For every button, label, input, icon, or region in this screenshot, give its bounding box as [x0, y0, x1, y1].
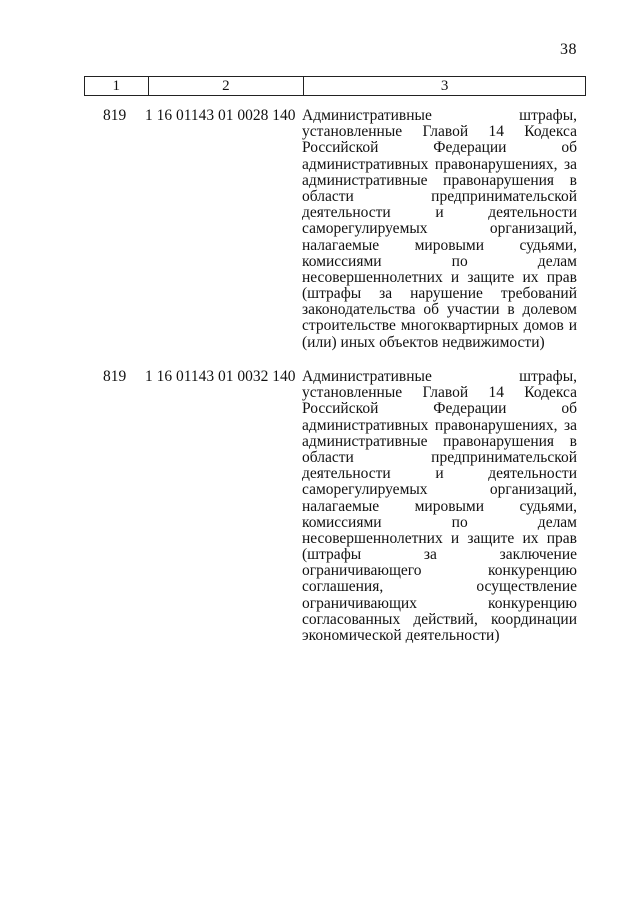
row-description — [302, 108, 577, 351]
description-line: комиссиями по делам — [302, 514, 577, 531]
description-line: несовершеннолетних и защите их прав — [302, 530, 577, 547]
description-line: административных правонарушениях, за — [302, 417, 577, 434]
column-header-table — [84, 76, 586, 96]
description-line: (штрафы за заключение — [302, 547, 577, 564]
column-header-row — [85, 77, 586, 96]
kbk-code: 1 16 01143 01 0028 140 — [145, 107, 296, 124]
description-line: (штрафы за нарушение требований — [302, 286, 577, 303]
description-line: административных правонарушениях, за — [302, 156, 577, 173]
description-line: налагаемые мировыми судьями, — [302, 498, 577, 515]
description-line: деятельности и деятельности — [302, 466, 577, 483]
column-header-2: 2 — [148, 77, 304, 96]
description-line: саморегулируемых организаций, — [302, 482, 577, 499]
page-number: 38 — [560, 41, 577, 58]
description-line: Административные штрафы, — [302, 108, 577, 124]
description-line: области предпринимательской — [302, 449, 577, 466]
kbk-code: 1 16 01143 01 0032 140 — [145, 368, 296, 385]
description-line: административные правонарушения в — [302, 172, 577, 189]
column-header-3: 3 — [304, 77, 586, 96]
admin-code: 819 — [103, 107, 127, 124]
description-line: административные правонарушения в — [302, 433, 577, 450]
column-header-1: 1 — [85, 77, 149, 96]
description-line: налагаемые мировыми судьями, — [302, 237, 577, 254]
description-line: экономической деятельности) — [302, 628, 500, 644]
description-line: ограничивающих конкуренцию — [302, 595, 577, 612]
description-line: Российской Федерации об — [302, 401, 577, 418]
description-line: Административные штрафы, — [302, 369, 577, 385]
description-line: деятельности и деятельности — [302, 205, 577, 222]
description-line: ограничивающего конкуренцию — [302, 563, 577, 580]
row-description — [302, 369, 577, 644]
description-line: законодательства об участии в долевом — [302, 302, 577, 319]
description-line: согласованных действий, координации — [302, 611, 577, 628]
description-line: области предпринимательской — [302, 188, 577, 205]
description-line: установленные Главой 14 Кодекса — [302, 124, 577, 141]
description-line: соглашения, осуществление — [302, 579, 577, 596]
description-line: строительстве многоквартирных домов и — [302, 318, 577, 335]
description-line: несовершеннолетних и защите их прав — [302, 269, 577, 286]
description-line: комиссиями по делам — [302, 253, 577, 270]
admin-code: 819 — [103, 368, 127, 385]
description-line: установленные Главой 14 Кодекса — [302, 385, 577, 402]
description-line: (или) иных объектов недвижимости) — [302, 334, 545, 351]
description-line: Российской Федерации об — [302, 140, 577, 157]
description-line: саморегулируемых организаций, — [302, 221, 577, 238]
